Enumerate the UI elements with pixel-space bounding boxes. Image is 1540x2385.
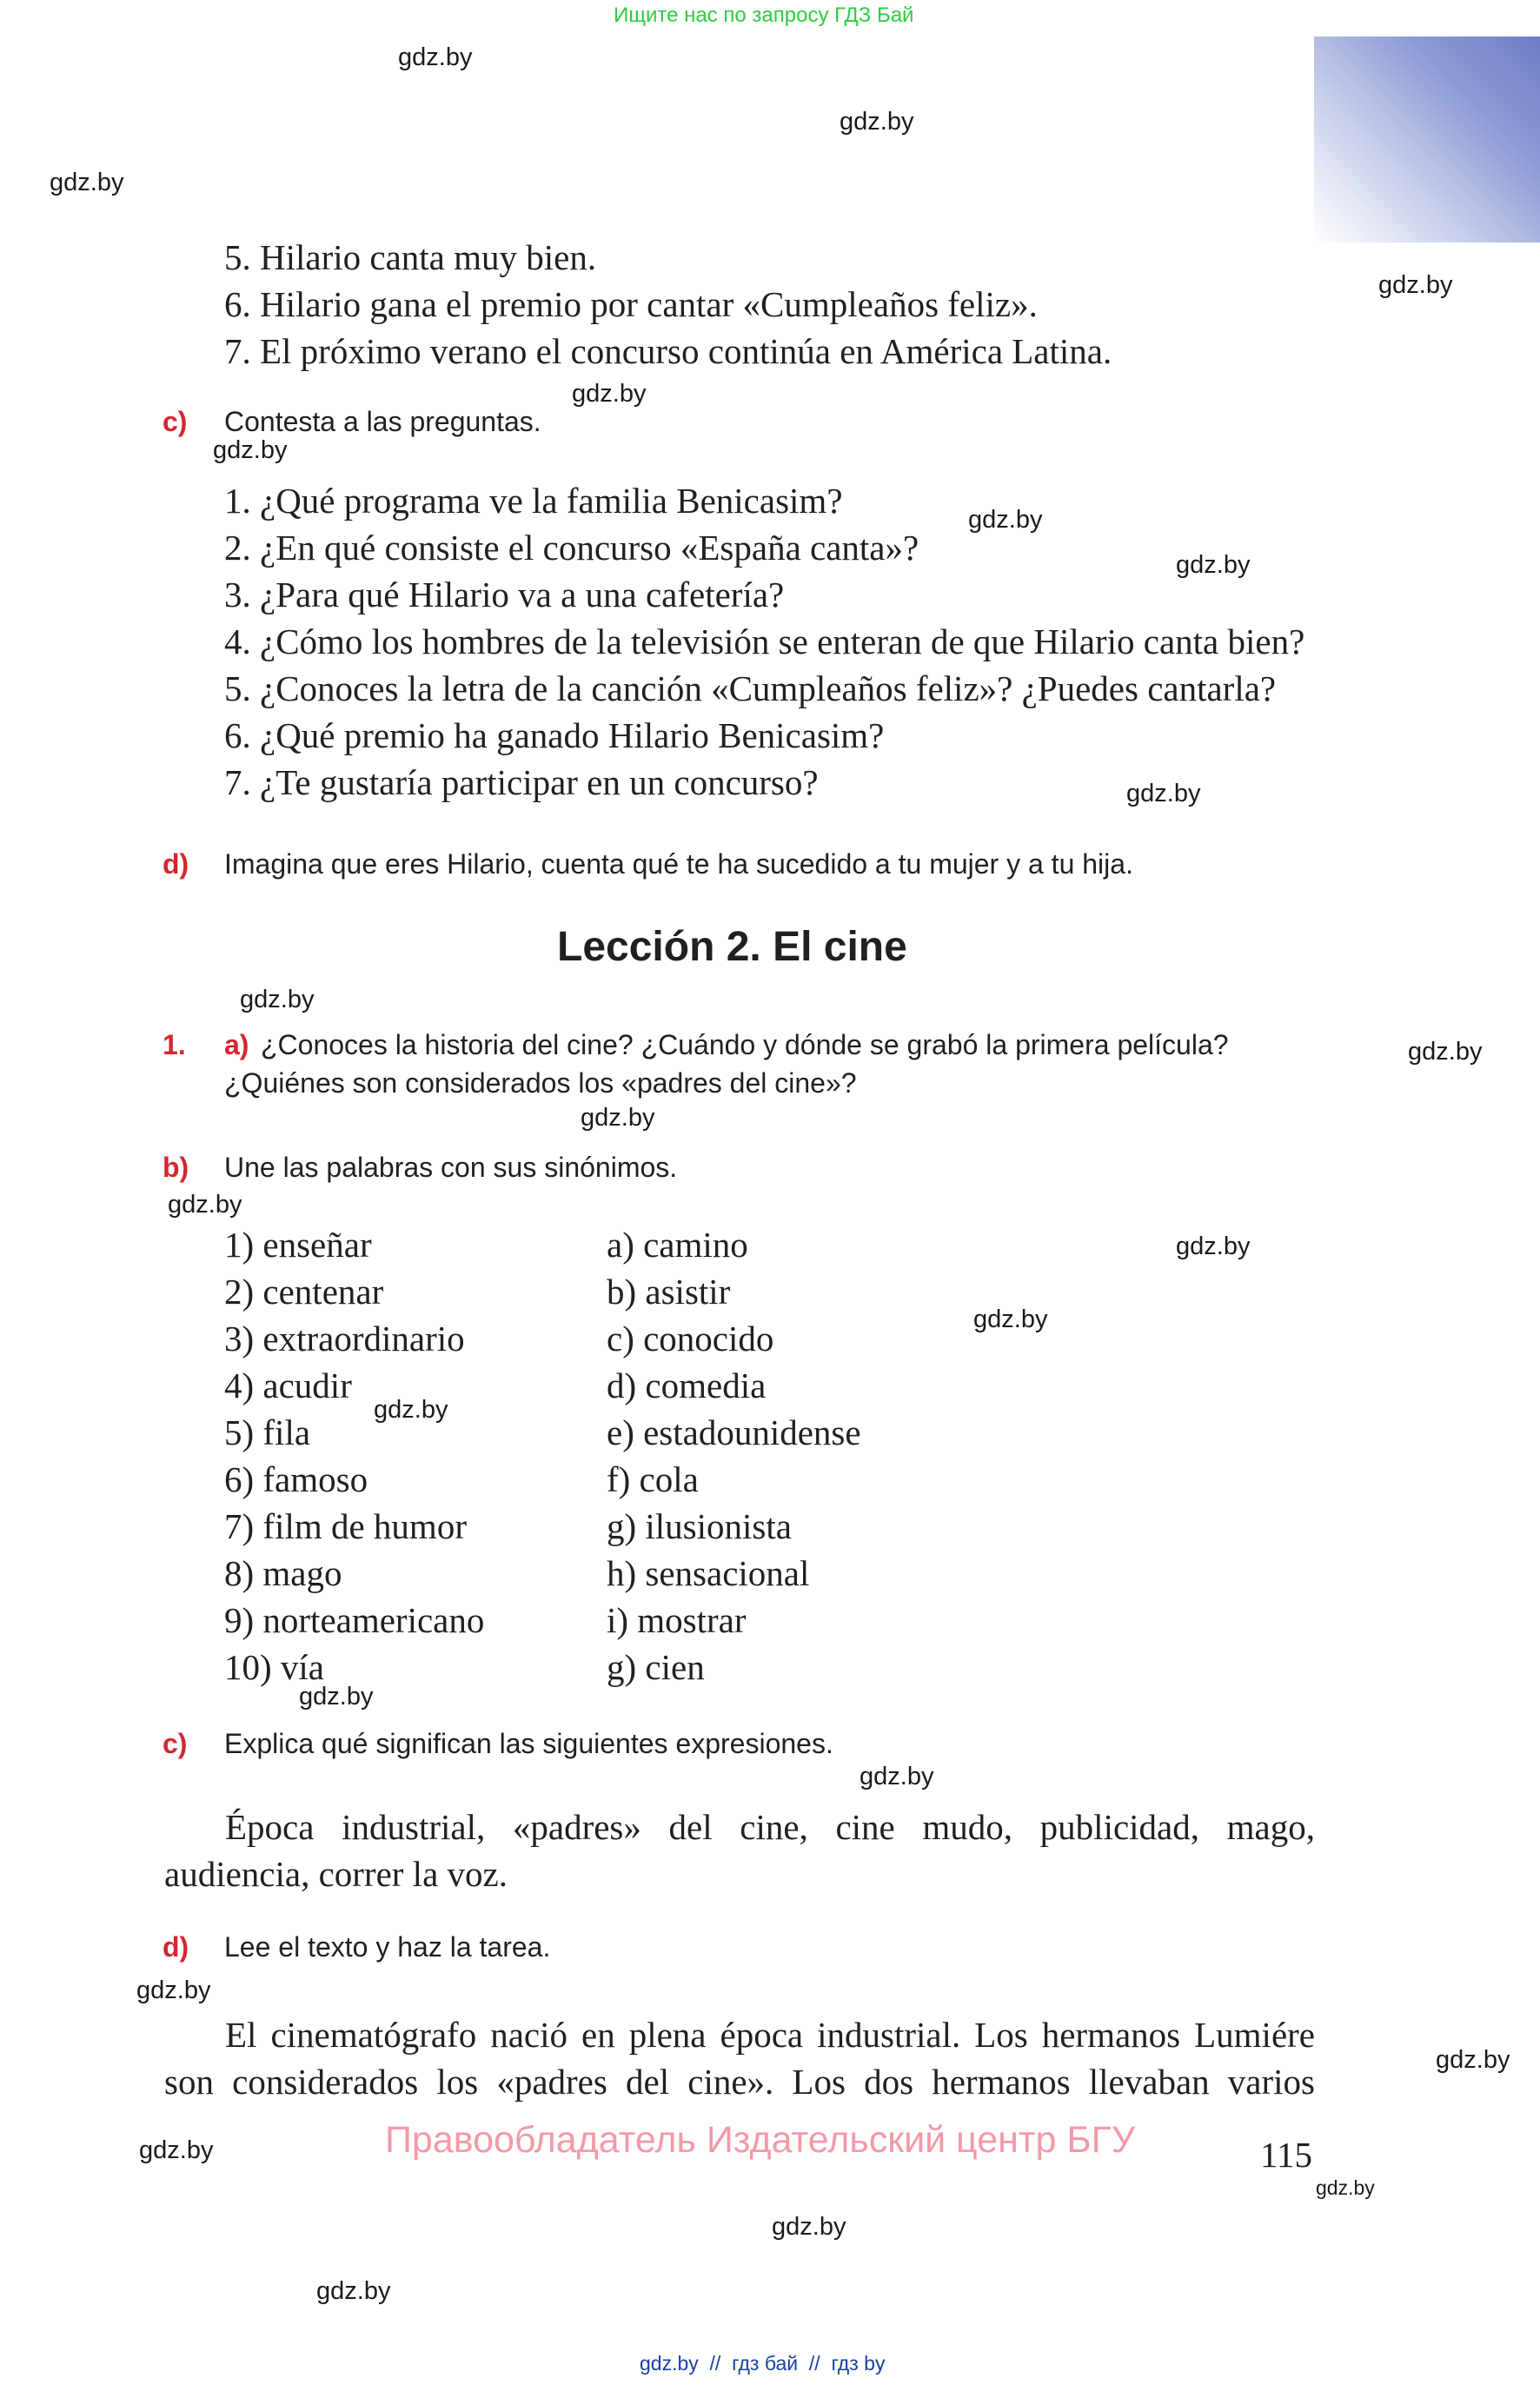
watermark: gdz.by: [1408, 1038, 1483, 1066]
word-right: h) sensacional: [607, 1553, 810, 1593]
task-c-instruction: Contesta a las preguntas.: [224, 406, 541, 437]
question-item: 7. ¿Te gustaría participar en un concurso?: [224, 762, 819, 802]
question-item: 4. ¿Cómo los hombres de la televisión se enteran de que Hilario canta bien?: [224, 621, 1305, 661]
word-right: g) ilusionista: [607, 1506, 792, 1546]
word-left: 3) extraordinario: [224, 1319, 465, 1359]
word-right: d) comedia: [607, 1365, 767, 1405]
word-left: 8) mago: [224, 1553, 342, 1593]
watermark: gdz.by: [1316, 2176, 1375, 2199]
question-item: 6. ¿Qué premio ha ganado Hilario Benicasim?: [224, 715, 885, 755]
task-letter-c: c): [163, 1728, 188, 1759]
watermark: gdz.by: [840, 108, 914, 136]
task-b-instruction: Une las palabras con sus sinónimos.: [224, 1152, 678, 1183]
watermark: gdz.by: [50, 169, 124, 196]
task-letter-a: a): [224, 1029, 249, 1060]
word-right: a) camino: [607, 1225, 748, 1265]
question-item: 2. ¿En qué consiste el concurso «España canta»?: [224, 528, 919, 568]
list-item: 5. Hilario canta muy bien.: [224, 237, 597, 277]
word-left: 4) acudir: [224, 1365, 352, 1405]
word-left: 1) enseñar: [224, 1225, 372, 1265]
watermark: gdz.by: [136, 1976, 211, 2004]
watermark: gdz.by: [1176, 1232, 1251, 1260]
watermark: gdz.by: [299, 1683, 374, 1711]
watermark: gdz.by: [1126, 780, 1201, 807]
task-letter-b: b): [163, 1152, 189, 1183]
word-right: c) conocido: [607, 1319, 774, 1359]
expressions-paragraph: Época industrial, «padres» del cine, cine mudo, publicidad, mago, audiencia, correr la voz.: [164, 1807, 1315, 1894]
word-right: e) estadounidense: [607, 1412, 861, 1452]
question-item: 3. ¿Para qué Hilario va a una cafetería?: [224, 575, 785, 615]
task-d-instruction: Imagina que eres Hilario, cuenta qué te ha sucedido a tu mujer y a tu hija.: [224, 848, 1133, 880]
watermark: gdz.by: [1378, 271, 1453, 299]
word-right: i) mostrar: [607, 1600, 747, 1640]
watermark: gdz.by: [572, 380, 647, 408]
list-item: 7. El próximo verano el concurso continúa en América Latina.: [224, 331, 1112, 371]
question-item: 5. ¿Conoces la letra de la canción «Cumpleaños feliz»? ¿Puedes cantarla?: [224, 668, 1277, 708]
word-left: 7) film de humor: [224, 1506, 467, 1546]
watermark: gdz.by: [772, 2213, 846, 2241]
task-letter-d: d): [163, 848, 189, 880]
word-left: 6) famoso: [224, 1459, 368, 1499]
word-left: 5) fila: [224, 1412, 311, 1452]
task-letter-c: c): [163, 406, 188, 437]
task-d-instruction: Lee el texto y haz la tarea.: [224, 1931, 551, 1963]
task-c-instruction: Explica qué significan las siguientes expresiones.: [224, 1728, 833, 1759]
question-item: 1. ¿Qué programa ve la familia Benicasim?: [224, 481, 843, 521]
task-letter-d: d): [163, 1931, 189, 1963]
watermark: gdz.by: [968, 506, 1043, 534]
watermark: gdz.by: [860, 1763, 934, 1790]
word-left: 10) vía: [224, 1647, 324, 1687]
word-right: f) cola: [607, 1459, 699, 1499]
task-a-question: ¿Quiénes son considerados los «padres del cine»?: [224, 1067, 857, 1099]
watermark: gdz.by: [168, 1191, 242, 1219]
watermark: gdz.by: [213, 436, 288, 464]
watermark: gdz.by: [139, 2136, 214, 2164]
watermark: gdz.by: [374, 1396, 448, 1424]
word-right: b) asistir: [607, 1272, 731, 1312]
watermark: gdz.by: [581, 1104, 655, 1132]
footer-links[interactable]: gdz.by // гдз бай // гдз by: [640, 2352, 886, 2375]
word-left: 2) centenar: [224, 1272, 384, 1312]
copyright-notice: Правообладатель Издательский центр БГУ: [385, 2119, 1136, 2161]
watermark: gdz.by: [1436, 2046, 1510, 2074]
page-number: 115: [1260, 2135, 1312, 2175]
task-a-question: ¿Conoces la historia del cine? ¿Cuándo y dónde se grabó la primera película?: [261, 1029, 1229, 1060]
list-item: 6. Hilario gana el premio por cantar «Cumpleaños feliz».: [224, 284, 1038, 324]
exercise-number: 1.: [163, 1029, 186, 1060]
corner-gradient-decoration: [1314, 37, 1540, 242]
watermark: gdz.by: [398, 43, 473, 71]
word-left: 9) norteamericano: [224, 1600, 485, 1640]
watermark: gdz.by: [973, 1305, 1048, 1333]
lesson-title: Lección 2. El cine: [557, 924, 907, 970]
watermark: gdz.by: [316, 2277, 391, 2305]
word-right: g) cien: [607, 1647, 705, 1687]
search-hint: Ищите нас по запросу ГДЗ Бай: [614, 3, 914, 27]
watermark: gdz.by: [240, 986, 315, 1013]
reading-paragraph: El cinematógrafo nació en plena época industrial. Los hermanos Lumiére son considerados los «padres del cine». Los dos hermanos llevaban varios: [164, 2015, 1315, 2102]
watermark: gdz.by: [1176, 551, 1251, 579]
